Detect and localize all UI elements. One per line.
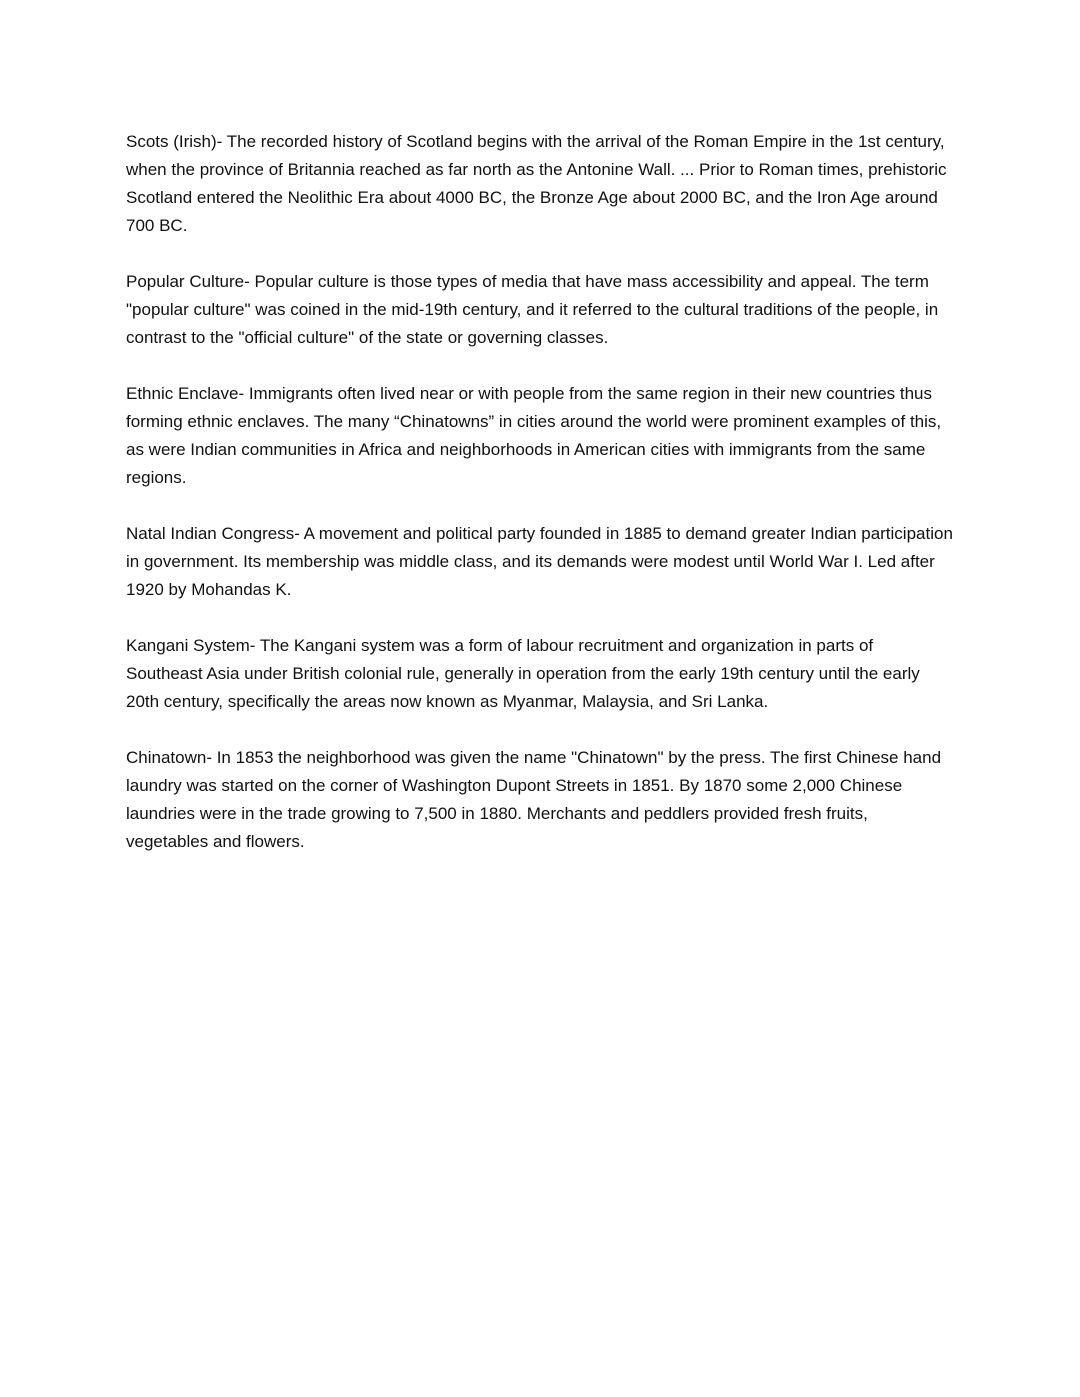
paragraph-scots-irish: Scots (Irish)- The recorded history of Scotland begins with the arrival of the Roman Empire in the 1st century, when the province of Britannia reached as far north as the Antonine Wall. ... Prior to Roman times, prehistoric Scotland entered the Neolithic Era about 4000 BC, the Bronze Age about 2000 BC, and the Iron Age around 700 BC. <box>126 132 952 235</box>
paragraph-ethnic-enclave: Ethnic Enclave- Immigrants often lived near or with people from the same region in their new countries thus forming ethnic enclaves. The many “Chinatowns” in cities around the world were prominent examples of this, as were Indian communities in Africa and neighborhoods in American cities with immigrants from the same regions. <box>126 384 946 487</box>
paragraph-natal-indian-congress: Natal Indian Congress- A movement and political party founded in 1885 to demand greater Indian participation in government. Its membership was middle class, and its demands were modest until World War I. Led after 1920 by Mohandas K. <box>126 524 958 599</box>
paragraph-kangani-system: Kangani System- The Kangani system was a form of labour recruitment and organization in parts of Southeast Asia under British colonial rule, generally in operation from the early 19th century until the early 20th century, specifically the areas now known as Myanmar, Malaysia, and Sri Lanka. <box>126 636 925 711</box>
paragraph-chinatown: Chinatown- In 1853 the neighborhood was given the name "Chinatown" by the press. The first Chinese hand laundry was started on the corner of Washington Dupont Streets in 1851. By 1870 some 2,000 Chinese laundries were in the trade growing to 7,500 in 1880. Merchants and peddlers provided fresh fruits, vegetables and flowers. <box>126 748 946 851</box>
paragraph-popular-culture: Popular Culture- Popular culture is those types of media that have mass accessibility and appeal. The term "popular culture" was coined in the mid-19th century, and it referred to the cultural traditions of the people, in contrast to the "official culture" of the state or governing classes. <box>126 272 943 347</box>
document-body <box>126 128 958 884</box>
